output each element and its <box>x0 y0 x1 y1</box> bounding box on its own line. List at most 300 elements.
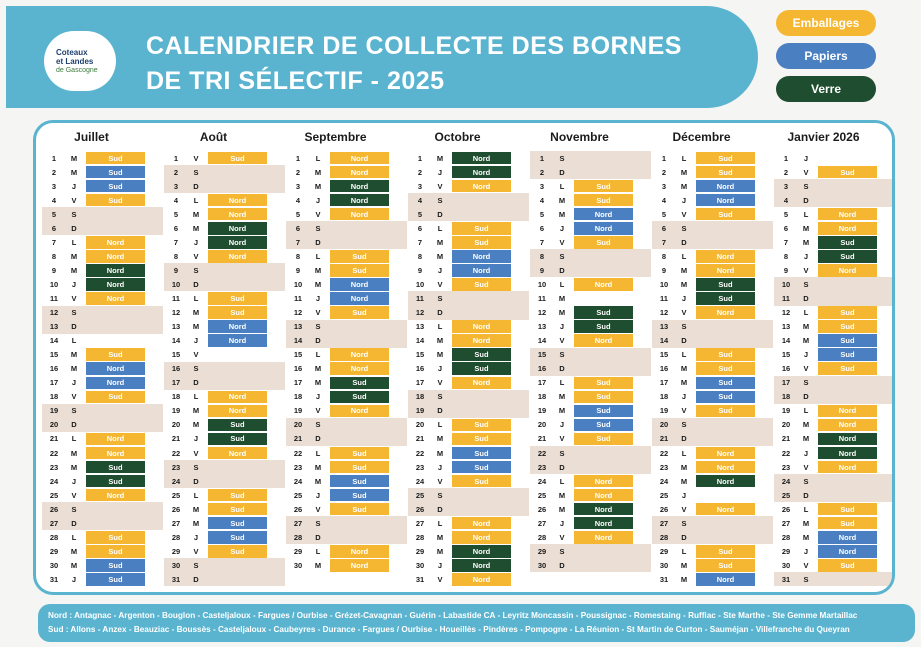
day-number: 4 <box>417 195 423 205</box>
day-of-week: S <box>559 448 565 458</box>
collection-zone-badge: Sud <box>86 152 145 165</box>
day-of-week: M <box>802 223 810 233</box>
collection-zone-badge: Nord <box>208 391 267 404</box>
day-of-week: D <box>193 476 199 486</box>
day-number: 5 <box>295 209 301 219</box>
collection-zone-badge: Nord <box>452 377 511 390</box>
day-number: 15 <box>171 350 181 360</box>
day-number: 26 <box>781 504 791 514</box>
day-number: 6 <box>783 223 789 233</box>
day-of-week: M <box>558 209 566 219</box>
day-number: 30 <box>293 560 303 570</box>
day-of-week: L <box>315 350 321 360</box>
month-column <box>528 123 651 572</box>
footer-zones <box>38 604 915 642</box>
day-of-week: V <box>803 560 809 570</box>
day-of-week: J <box>315 392 321 402</box>
day-of-week: L <box>559 279 565 289</box>
day-row <box>530 165 651 179</box>
day-number: 30 <box>781 560 791 570</box>
day-number: 9 <box>173 265 179 275</box>
day-number: 6 <box>295 223 301 233</box>
day-row <box>164 530 285 544</box>
day-of-week: V <box>681 308 687 318</box>
day-number: 25 <box>659 490 669 500</box>
day-of-week: M <box>436 532 444 542</box>
day-row <box>42 221 163 235</box>
month-column <box>406 123 529 586</box>
day-number: 1 <box>661 153 667 163</box>
collection-zone-badge: Sud <box>696 348 755 361</box>
collection-zone-badge: Sud <box>696 362 755 375</box>
day-number: 14 <box>293 336 303 346</box>
day-row <box>164 516 285 530</box>
day-of-week: L <box>315 153 321 163</box>
day-of-week: S <box>803 378 809 388</box>
day-number: 2 <box>539 167 545 177</box>
day-row <box>286 235 407 249</box>
day-of-week: S <box>803 181 809 191</box>
day-row <box>286 249 407 263</box>
day-of-week: V <box>437 378 443 388</box>
collection-zone-badge: Nord <box>452 180 511 193</box>
day-of-week: M <box>680 378 688 388</box>
day-of-week: J <box>71 181 77 191</box>
day-row <box>42 376 163 390</box>
day-of-week: S <box>437 490 443 500</box>
calendar-grid <box>33 120 895 595</box>
day-number: 12 <box>415 308 425 318</box>
day-of-week: M <box>192 518 200 528</box>
day-row <box>652 418 773 432</box>
collection-zone-badge: Sud <box>452 461 511 474</box>
collection-zone-badge: Sud <box>208 503 267 516</box>
day-row <box>774 474 895 488</box>
day-of-week: L <box>559 181 565 191</box>
collection-zone-badge: Sud <box>452 447 511 460</box>
day-row <box>286 207 407 221</box>
day-row <box>42 544 163 558</box>
collection-zone-badge: Nord <box>696 180 755 193</box>
day-row <box>652 165 773 179</box>
day-of-week: D <box>315 434 321 444</box>
day-number: 11 <box>416 293 424 303</box>
day-number: 8 <box>539 251 545 261</box>
day-row <box>774 530 895 544</box>
day-of-week: M <box>802 322 810 332</box>
header-banner <box>6 6 758 108</box>
day-of-week: D <box>681 336 687 346</box>
day-number: 14 <box>171 336 181 346</box>
day-row <box>286 151 407 165</box>
collection-zone-badge: Nord <box>86 362 145 375</box>
logo-line1: Coteaux <box>56 47 88 57</box>
day-of-week: J <box>803 251 809 261</box>
day-row <box>774 432 895 446</box>
day-number: 2 <box>295 167 301 177</box>
day-row <box>286 277 407 291</box>
collection-zone-badge: Nord <box>818 433 877 446</box>
day-number: 9 <box>539 265 545 275</box>
month-name: Septembre <box>304 130 367 144</box>
day-number: 6 <box>661 223 667 233</box>
day-of-week: M <box>558 293 566 303</box>
day-of-week: L <box>803 406 809 416</box>
day-number: 28 <box>659 532 669 542</box>
day-of-week: D <box>559 167 565 177</box>
day-row <box>286 221 407 235</box>
day-of-week: S <box>71 209 77 219</box>
day-of-week: L <box>437 322 443 332</box>
collection-zone-badge: Sud <box>818 503 877 516</box>
collection-zone-badge: Sud <box>574 405 633 418</box>
collection-zone-badge: Nord <box>330 545 389 558</box>
day-row <box>774 460 895 474</box>
day-of-week: M <box>680 574 688 584</box>
collection-zone-badge: Sud <box>330 264 389 277</box>
day-of-week: D <box>559 265 565 275</box>
day-of-week: M <box>192 209 200 219</box>
day-row <box>408 376 529 390</box>
day-number: 6 <box>51 223 57 233</box>
day-number: 28 <box>781 532 791 542</box>
day-of-week: S <box>193 265 199 275</box>
collection-zone-badge: Sud <box>330 489 389 502</box>
collection-zone-badge: Nord <box>818 264 877 277</box>
day-of-week: V <box>437 279 443 289</box>
day-of-week: L <box>315 546 321 556</box>
day-of-week: J <box>559 223 565 233</box>
day-row <box>774 572 895 586</box>
day-of-week: M <box>680 364 688 374</box>
day-number: 29 <box>49 546 59 556</box>
day-of-week: V <box>193 251 199 261</box>
day-row <box>408 306 529 320</box>
day-number: 12 <box>537 308 547 318</box>
day-number: 17 <box>537 378 547 388</box>
day-row <box>408 207 529 221</box>
collection-zone-badge: Sud <box>574 194 633 207</box>
collection-zone-badge: Nord <box>208 208 267 221</box>
month-column <box>650 123 773 586</box>
day-of-week: J <box>559 518 565 528</box>
day-of-week: S <box>315 223 321 233</box>
day-row <box>408 390 529 404</box>
day-of-week: V <box>315 504 321 514</box>
day-row <box>408 446 529 460</box>
day-number: 25 <box>781 490 791 500</box>
day-row <box>530 151 651 165</box>
collection-zone-badge: Sud <box>86 559 145 572</box>
day-number: 20 <box>659 420 669 430</box>
day-of-week: L <box>803 209 809 219</box>
day-row <box>408 516 529 530</box>
day-row <box>652 277 773 291</box>
day-of-week: M <box>70 153 78 163</box>
day-number: 9 <box>51 265 57 275</box>
day-of-week: M <box>680 279 688 289</box>
legend-verre: Verre <box>776 76 876 102</box>
collection-zone-badge: Nord <box>574 517 633 530</box>
day-of-week: L <box>803 504 809 514</box>
day-row <box>652 291 773 305</box>
day-number: 17 <box>781 378 791 388</box>
day-of-week: D <box>681 532 687 542</box>
day-number: 9 <box>661 265 667 275</box>
day-of-week: V <box>803 265 809 275</box>
collection-zone-badge: Nord <box>696 573 755 586</box>
day-row <box>164 558 285 572</box>
day-number: 3 <box>539 181 545 191</box>
month-name: Août <box>199 130 228 144</box>
day-of-week: J <box>315 490 321 500</box>
day-of-week: S <box>437 392 443 402</box>
collection-zone-badge: Sud <box>696 391 755 404</box>
day-number: 30 <box>49 560 59 570</box>
day-of-week: S <box>803 574 809 584</box>
day-number: 27 <box>659 518 669 528</box>
collection-zone-badge: Sud <box>696 292 755 305</box>
day-of-week: L <box>71 336 77 346</box>
collection-zone-badge: Sud <box>208 489 267 502</box>
month-column <box>284 123 407 572</box>
day-number: 7 <box>295 237 301 247</box>
day-row <box>164 235 285 249</box>
day-number: 15 <box>293 350 303 360</box>
collection-zone-badge: Sud <box>696 545 755 558</box>
day-number: 23 <box>781 462 791 472</box>
day-number: 19 <box>293 406 303 416</box>
collection-zone-badge: Sud <box>330 377 389 390</box>
day-of-week: D <box>803 490 809 500</box>
collection-zone-badge: Nord <box>696 447 755 460</box>
day-number: 4 <box>783 195 789 205</box>
collection-zone-badge: Sud <box>574 377 633 390</box>
collection-zone-badge: Nord <box>86 292 145 305</box>
day-row <box>652 446 773 460</box>
day-of-week: J <box>681 293 687 303</box>
collection-zone-badge: Nord <box>330 278 389 291</box>
day-row <box>42 179 163 193</box>
day-row <box>652 249 773 263</box>
collection-zone-badge: Nord <box>452 264 511 277</box>
collection-zone-badge: Sud <box>696 278 755 291</box>
day-of-week: V <box>559 237 565 247</box>
day-number: 23 <box>49 462 59 472</box>
day-number: 25 <box>293 490 303 500</box>
day-row <box>286 418 407 432</box>
day-of-week: M <box>192 504 200 514</box>
day-of-week: D <box>681 237 687 247</box>
day-row <box>286 334 407 348</box>
day-of-week: M <box>70 462 78 472</box>
day-of-week: M <box>558 195 566 205</box>
day-row <box>42 572 163 586</box>
day-row <box>774 334 895 348</box>
day-of-week: J <box>437 462 443 472</box>
month-column <box>162 123 285 586</box>
day-of-week: V <box>681 504 687 514</box>
day-of-week: J <box>681 392 687 402</box>
collection-zone-badge: Nord <box>574 278 633 291</box>
day-row <box>774 376 895 390</box>
day-row <box>42 306 163 320</box>
footer-nord: Nord : Antagnac - Argenton - Bouglon - Casteljaloux - Fargues / Ourbise - Grézet-Cavagnan - Guérin - Labastide CA - Leyritz Moncassin - Poussignac - Romestaing - Ruffiac - Ste Marthe - Ste Gemme Martaillac <box>48 611 858 620</box>
day-row <box>652 151 773 165</box>
day-number: 26 <box>49 504 59 514</box>
day-row <box>408 249 529 263</box>
day-number: 1 <box>173 153 179 163</box>
collection-zone-badge: Sud <box>330 391 389 404</box>
day-row <box>164 165 285 179</box>
day-of-week: D <box>559 560 565 570</box>
day-number: 18 <box>293 392 303 402</box>
day-row <box>652 235 773 249</box>
day-number: 21 <box>49 434 59 444</box>
day-of-week: L <box>193 392 199 402</box>
day-of-week: M <box>70 167 78 177</box>
collection-zone-badge: Sud <box>818 166 877 179</box>
day-of-week: L <box>437 518 443 528</box>
day-number: 20 <box>537 420 547 430</box>
day-of-week: L <box>437 223 443 233</box>
day-number: 3 <box>173 181 179 191</box>
day-of-week: L <box>681 153 687 163</box>
day-row <box>652 516 773 530</box>
collection-zone-badge: Sud <box>452 362 511 375</box>
day-number: 24 <box>781 476 791 486</box>
day-of-week: M <box>192 420 200 430</box>
day-number: 13 <box>49 322 59 332</box>
day-number: 26 <box>537 504 547 514</box>
day-row <box>408 558 529 572</box>
day-number: 8 <box>661 251 667 261</box>
collection-zone-badge: Sud <box>452 222 511 235</box>
day-of-week: S <box>681 420 687 430</box>
day-of-week: V <box>193 153 199 163</box>
day-of-week: S <box>71 504 77 514</box>
day-row <box>164 418 285 432</box>
collection-zone-badge: Nord <box>574 222 633 235</box>
day-row <box>164 221 285 235</box>
collection-zone-badge: Nord <box>86 447 145 460</box>
day-of-week: S <box>803 279 809 289</box>
day-row <box>286 530 407 544</box>
day-row <box>774 306 895 320</box>
day-of-week: V <box>437 181 443 191</box>
day-row <box>652 207 773 221</box>
collection-zone-badge: Sud <box>818 320 877 333</box>
day-row <box>42 320 163 334</box>
day-of-week: S <box>681 518 687 528</box>
day-number: 5 <box>51 209 57 219</box>
day-number: 3 <box>661 181 667 191</box>
day-number: 5 <box>173 209 179 219</box>
page-title-line1: CALENDRIER DE COLLECTE DES BORNES <box>146 32 682 60</box>
day-number: 17 <box>659 378 669 388</box>
day-number: 24 <box>49 476 59 486</box>
collection-zone-badge: Nord <box>208 447 267 460</box>
day-number: 11 <box>172 293 180 303</box>
day-number: 19 <box>537 406 547 416</box>
day-number: 27 <box>781 518 791 528</box>
day-of-week: S <box>437 293 443 303</box>
day-of-week: L <box>681 251 687 261</box>
collection-zone-badge: Nord <box>696 264 755 277</box>
day-row <box>652 474 773 488</box>
day-of-week: J <box>193 434 199 444</box>
day-row <box>530 348 651 362</box>
day-row <box>286 460 407 474</box>
day-of-week: D <box>559 462 565 472</box>
collection-zone-badge: Nord <box>574 475 633 488</box>
day-number: 4 <box>173 195 179 205</box>
day-row <box>42 446 163 460</box>
day-number: 19 <box>49 406 59 416</box>
collection-zone-badge: Sud <box>86 461 145 474</box>
day-of-week: J <box>71 574 77 584</box>
collection-zone-badge: Nord <box>818 405 877 418</box>
collection-zone-badge: Nord <box>330 152 389 165</box>
day-row <box>164 502 285 516</box>
day-row <box>530 362 651 376</box>
day-number: 22 <box>781 448 791 458</box>
day-number: 14 <box>49 336 59 346</box>
collection-zone-badge: Nord <box>696 250 755 263</box>
day-of-week: M <box>314 265 322 275</box>
day-number: 7 <box>417 237 423 247</box>
day-row <box>774 558 895 572</box>
day-number: 16 <box>293 364 303 374</box>
day-row <box>42 207 163 221</box>
collection-zone-badge: Sud <box>574 391 633 404</box>
day-row <box>42 362 163 376</box>
day-number: 3 <box>51 181 57 191</box>
day-number: 20 <box>49 420 59 430</box>
day-number: 3 <box>783 181 789 191</box>
collection-zone-badge: Nord <box>330 180 389 193</box>
day-row <box>652 432 773 446</box>
day-of-week: M <box>436 448 444 458</box>
day-row <box>164 320 285 334</box>
day-number: 17 <box>171 378 181 388</box>
day-row <box>774 263 895 277</box>
day-of-week: V <box>437 574 443 584</box>
day-number: 27 <box>415 518 425 528</box>
day-of-week: M <box>802 434 810 444</box>
collection-zone-badge: Sud <box>452 278 511 291</box>
day-row <box>774 348 895 362</box>
day-row <box>286 376 407 390</box>
day-of-week: S <box>559 546 565 556</box>
day-of-week: M <box>802 420 810 430</box>
day-of-week: S <box>315 518 321 528</box>
day-of-week: S <box>193 167 199 177</box>
day-of-week: J <box>71 378 77 388</box>
day-number: 2 <box>417 167 423 177</box>
day-of-week: L <box>681 448 687 458</box>
day-of-week: S <box>193 462 199 472</box>
day-of-week: D <box>71 322 77 332</box>
day-number: 29 <box>781 546 791 556</box>
collection-zone-badge: Sud <box>818 559 877 572</box>
day-number: 25 <box>415 490 425 500</box>
day-row <box>286 193 407 207</box>
day-row <box>42 404 163 418</box>
collection-zone-badge: Nord <box>452 152 511 165</box>
day-row <box>164 306 285 320</box>
day-row <box>530 558 651 572</box>
